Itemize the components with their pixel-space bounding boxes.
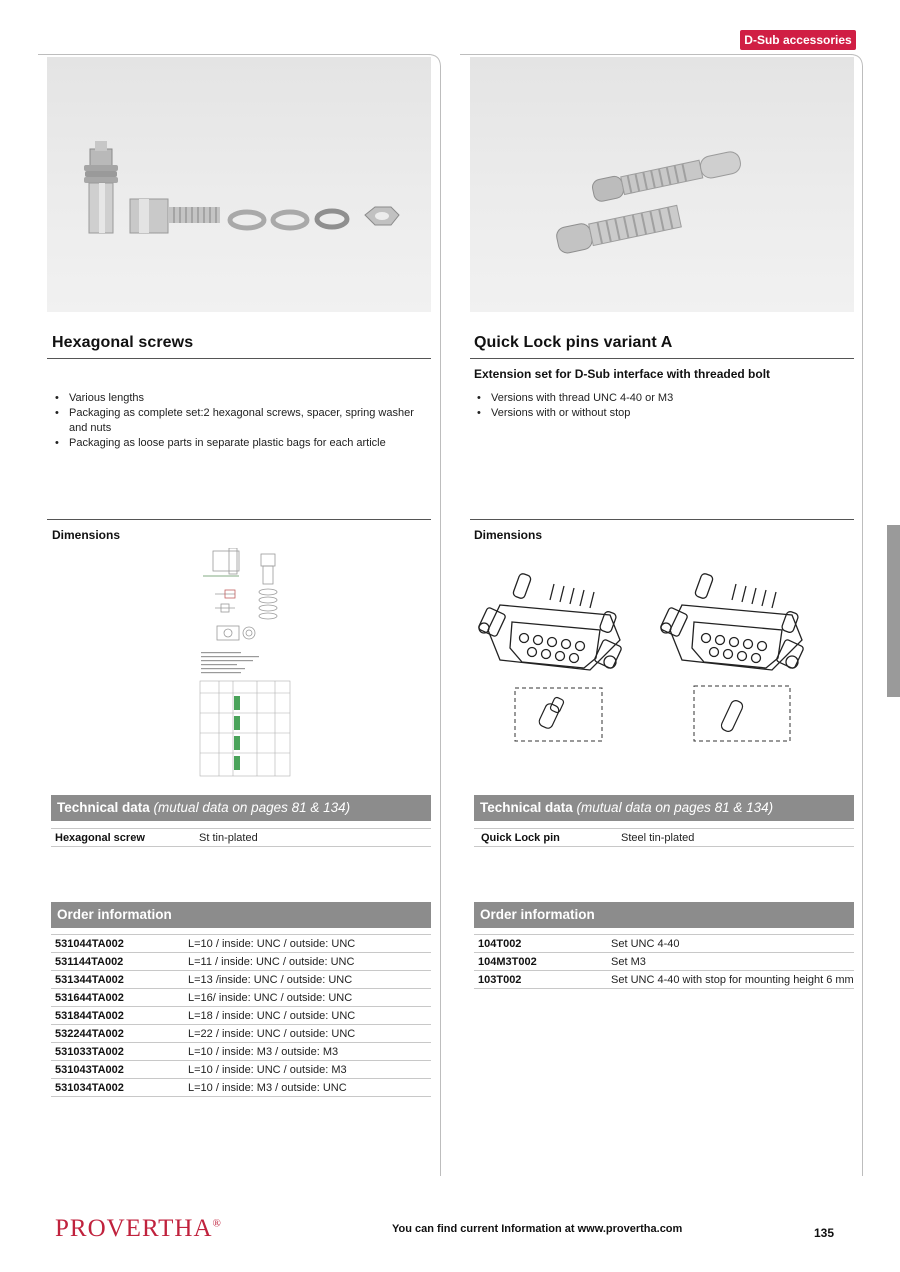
order-description: L=13 /inside: UNC / outside: UNC [188,974,353,986]
table-row [51,1079,431,1097]
order-description: L=18 / inside: UNC / outside: UNC [188,1010,356,1022]
table-row [474,829,854,847]
quick-lock-pins-photo [470,57,854,312]
list-item: • Versions with thread UNC 4-40 or M3 [474,391,854,406]
table-row [51,829,431,847]
order-description: L=16/ inside: UNC / outside: UNC [188,992,353,1004]
left-bullet-list [52,391,432,451]
hexagonal-screws-photo [47,57,431,312]
right-dimensions-rule [470,519,854,520]
table-row [51,971,431,989]
order-code: 531344TA002 [55,974,124,986]
technical-label: Hexagonal screw [55,832,145,844]
left-frame-top [38,54,430,55]
right-order-information-bar: Order information [474,902,854,928]
order-code: 531644TA002 [55,992,124,1004]
order-description: L=10 / inside: M3 / outside: M3 [188,1046,339,1058]
table-row [51,1007,431,1025]
footer-website-note: You can find current Information at www.provertha.com [392,1223,683,1235]
technical-value: St tin-plated [199,832,258,844]
screw-assembly-drawing [84,141,118,233]
registered-mark: ® [212,1217,222,1230]
chapter-side-tab [887,525,900,697]
technical-note: (mutual data on pages 81 & 134) [153,800,351,815]
order-description: Set UNC 4-40 with stop for mounting height 6 mm [611,974,854,986]
order-description: L=10 / inside: M3 / outside: UNC [188,1082,347,1094]
list-item: • Packaging as loose parts in separate plastic bags for each article [52,436,432,451]
right-title-rule [470,358,854,359]
right-title: Quick Lock pins variant A [474,334,673,351]
right-order-table [474,934,854,989]
order-description: Set M3 [611,956,646,968]
list-item: • Various lengths [52,391,432,406]
order-description: L=22 / inside: UNC / outside: UNC [188,1028,356,1040]
left-title: Hexagonal screws [52,334,194,351]
left-frame-side [440,68,441,1176]
left-dimensions-rule [47,519,431,520]
technical-heading: Technical data [57,800,150,815]
section-tag: D-Sub accessories [740,30,856,50]
order-description: Set UNC 4-40 [611,938,680,950]
logo-text: PROVERTHA [55,1215,213,1242]
right-subtitle: Extension set for D-Sub interface with threaded bolt [474,367,771,381]
table-row [51,989,431,1007]
table-row [474,971,854,989]
left-title-rule [47,358,431,359]
left-order-information-bar: Order information [51,902,431,928]
list-item: • Packaging as complete set:2 hexagonal screws, spacer, spring washer and nuts [52,406,432,436]
right-dimensions-label: Dimensions [474,528,543,542]
table-row [51,1061,431,1079]
order-code: 531033TA002 [55,1046,124,1058]
technical-note: (mutual data on pages 81 & 134) [576,800,774,815]
list-item: • Versions with or without stop [474,406,854,421]
quick-lock-pin-back [591,150,742,203]
page-number: 135 [814,1226,835,1240]
order-code: 531043TA002 [55,1064,124,1076]
order-code: 531044TA002 [55,938,124,950]
quick-lock-pin-front [555,203,682,254]
left-technical-data-bar [51,795,431,821]
quick-lock-dimension-drawings [478,570,858,745]
right-technical-data-bar [474,795,854,821]
left-order-table [51,934,431,1097]
technical-heading: Technical data [480,800,573,815]
table-row [51,1043,431,1061]
table-row [51,953,431,971]
provertha-logo [55,1215,222,1243]
order-code: 531144TA002 [55,956,124,968]
order-description: L=11 / inside: UNC / outside: UNC [188,956,355,968]
table-row [51,1025,431,1043]
left-technical-table [51,828,431,847]
hexagonal-screw-technical-drawing [199,548,291,778]
order-description: L=10 / inside: UNC / outside: M3 [188,1064,347,1076]
technical-value: Steel tin-plated [621,832,695,844]
left-dimensions-label: Dimensions [52,528,121,542]
order-code: 531844TA002 [55,1010,124,1022]
order-code: 532244TA002 [55,1028,124,1040]
order-code: 103T002 [478,974,522,986]
order-code: 531034TA002 [55,1082,124,1094]
order-description: L=10 / inside: UNC / outside: UNC [188,938,356,950]
hex-screw-drawing [130,199,220,233]
order-code: 104M3T002 [478,956,537,968]
right-frame-side [862,68,863,1176]
washers-drawing [230,207,399,228]
right-frame-top [460,54,852,55]
order-code: 104T002 [478,938,522,950]
table-row [474,953,854,971]
right-technical-table [474,828,854,847]
right-bullet-list [474,391,854,421]
technical-label: Quick Lock pin [481,832,560,844]
table-row [474,935,854,953]
table-row [51,935,431,953]
